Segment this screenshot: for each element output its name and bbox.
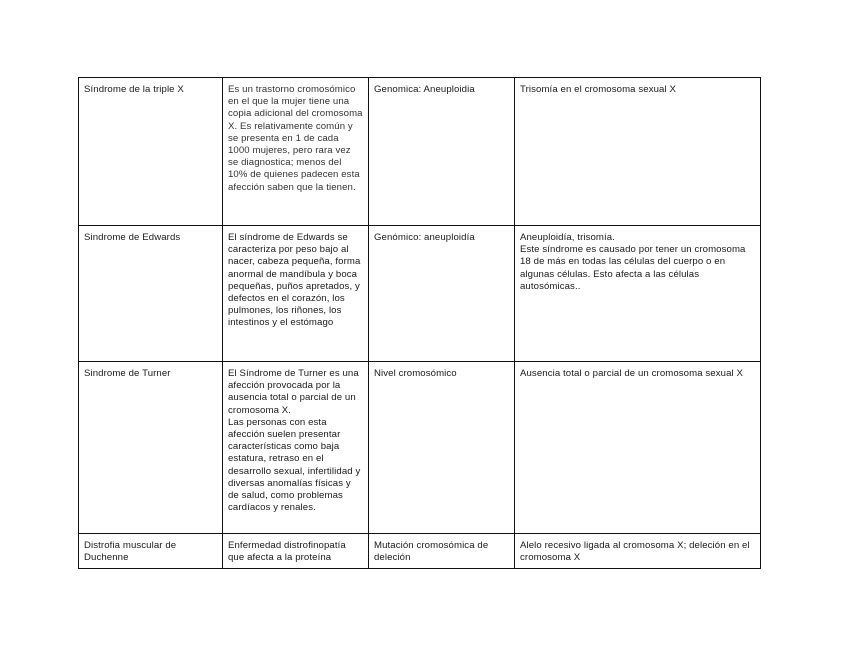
disorder-type-cell: Mutación cromosómica de deleción xyxy=(369,534,515,569)
disorder-name-cell: Distrofia muscular de Duchenne xyxy=(79,534,223,569)
disorder-description-cell: Enfermedad distrofinopatía que afecta a la proteína xyxy=(223,534,369,569)
table-row xyxy=(79,226,761,362)
disorder-cause-cell: Alelo recesivo ligada al cromosoma X; deleción en el cromosoma X xyxy=(515,534,761,569)
genetic-disorders-table xyxy=(78,77,761,569)
disorder-description-cell: El síndrome de Edwards se caracteriza por peso bajo al nacer, cabeza pequeña, forma anormal de mandíbula y boca pequeñas, puños apretados, y defectos en el corazón, los pulmones, los riñones, los intestinos y el estómago xyxy=(223,226,369,362)
disorder-cause-cell: Aneuploidía, trisomía. Este síndrome es causado por tener un cromosoma 18 de más en todas las células del cuerpo o en algunas células. Esto afecta a las células autosómicas.. xyxy=(515,226,761,362)
disorder-cause-cell: Ausencia total o parcial de un cromosoma sexual X xyxy=(515,362,761,534)
disorder-type-cell: Nivel cromosómico xyxy=(369,362,515,534)
disorder-description-cell: Es un trastorno cromosómico en el que la mujer tiene una copia adicional del cromosoma X. Es relativamente común y se presenta en 1 de cada 1000 mujeres, pero rara vez se diagnostica; menos del 10% de quienes padecen esta afección saben que la tienen. xyxy=(223,78,369,226)
disorder-name-cell: Sindrome de Edwards xyxy=(79,226,223,362)
disorder-cause-cell: Trisomía en el cromosoma sexual X xyxy=(515,78,761,226)
disorder-name-cell: Síndrome de la triple X xyxy=(79,78,223,226)
disorder-description-cell: El Síndrome de Turner es una afección provocada por la ausencia total o parcial de un cromosoma X. Las personas con esta afección suelen presentar características como baja estatura, retraso en el desarrollo sexual, infertilidad y diversas anomalías físicas y de salud, como problemas cardíacos y renales. xyxy=(223,362,369,534)
disorder-type-cell: Genomica: Aneuploidia xyxy=(369,78,515,226)
disorder-type-cell: Genómico: aneuploidía xyxy=(369,226,515,362)
table-row xyxy=(79,78,761,226)
table-row xyxy=(79,362,761,534)
disorder-name-cell: Sindrome de Turner xyxy=(79,362,223,534)
table-row xyxy=(79,534,761,569)
